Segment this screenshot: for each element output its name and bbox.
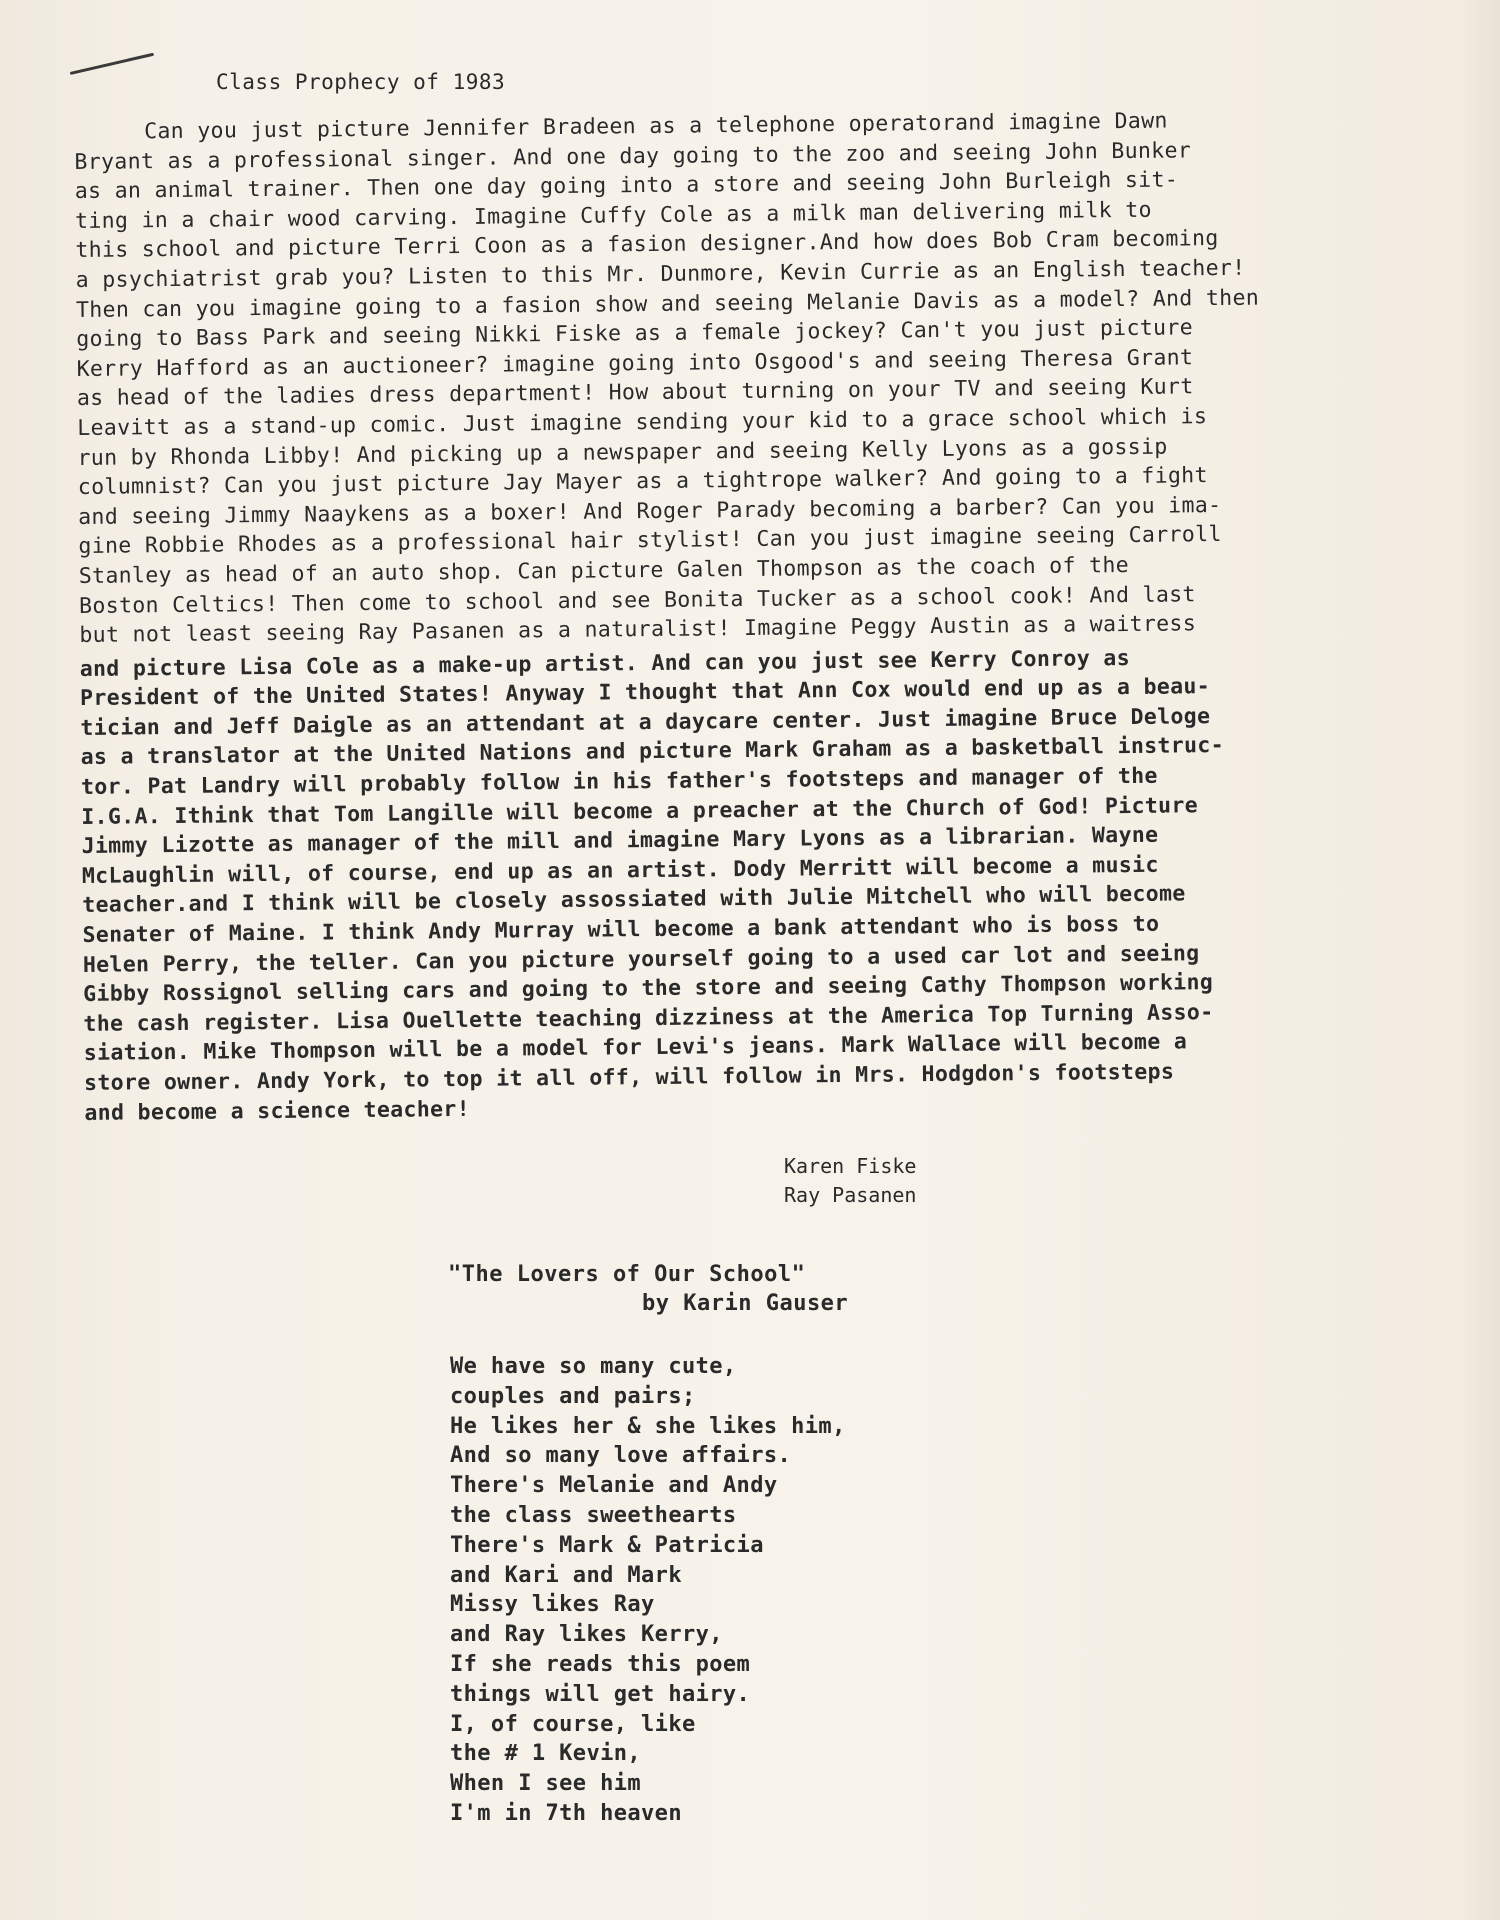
poem-line: If she reads this poem [450, 1651, 751, 1677]
prophecy-line: a psychiatrist grab you? Listen to this Mr. Dunmore, Kevin Currie as an English teacher! [75, 255, 1246, 293]
prophecy-line: Helen Perry, the teller. Can you picture yourself going to a used car lot and seeing [82, 940, 1200, 978]
prophecy-line: Kerry Hafford as an auctioneer? imagine going into Osgood's and seeing Theresa Grant [76, 345, 1194, 382]
prophecy-line: and picture Lisa Cole as a make-up artist. And can you just see Kerry Conroy as [79, 645, 1131, 682]
author-name: Karen Fiske [784, 1154, 917, 1178]
document-title: Class Prophecy of 1983 [216, 70, 506, 94]
prophecy-line: Jimmy Lizotte as manager of the mill and imagine Mary Lyons as a librarian. Wayne [81, 822, 1159, 860]
prophecy-line: this school and picture Terri Coon as a fasion designer.And how does Bob Cram becoming [75, 226, 1219, 264]
prophecy-line: Boston Celtics! Then come to school and see Bonita Tucker as a school cook! And last [78, 581, 1196, 619]
poem-line: And so many love affairs. [450, 1443, 792, 1469]
prophecy-line: but not least seeing Ray Pasanen as a naturalist! Imagine Peggy Austin as a waitress [79, 611, 1197, 649]
poem-byline: by Karin Gauser [642, 1291, 849, 1316]
poem-body [450, 1352, 1050, 1829]
poem-line: We have so many cute, [450, 1354, 737, 1379]
prophecy-line: Then can you imagine going to a fasion show and seeing Melanie Davis as a model? And then [75, 285, 1260, 323]
author-name: Ray Pasanen [784, 1183, 917, 1207]
prophecy-authors [784, 1152, 916, 1210]
poem-line: and Kari and Mark [450, 1562, 682, 1588]
poem-line: Missy likes Ray [450, 1592, 655, 1618]
prophecy-line: I.G.A. Ithink that Tom Langille will become a preacher at the Church of God! Picture [81, 792, 1199, 830]
prophecy-line: tor. Pat Landry will probably follow in his father's footsteps and manager of the [80, 763, 1158, 801]
prophecy-line: Gibby Rossignol selling cars and going to the store and seeing Cathy Thompson working [83, 970, 1214, 1008]
poem-line: the # 1 Kevin, [450, 1741, 642, 1767]
prophecy-line: columnist? Can you just picture Jay Mayer as a tightrope walker? And going to a fight [77, 463, 1208, 501]
prophecy-line: and become a science teacher! [84, 1096, 471, 1126]
prophecy-line: Stanley as head of an auto shop. Can picture Galen Thompson as the coach of the [78, 552, 1130, 589]
prophecy-line: as a translator at the United Nations and picture Mark Graham as a basketball instruc- [80, 733, 1225, 771]
prophecy-line: going to Bass Park and seeing Nikki Fiske as a female jockey? Can't you just picture [76, 315, 1194, 353]
prophecy-line: Senater of Maine. I think Andy Murray will become a bank attendant who is boss to [82, 911, 1160, 948]
poem-line: I'm in 7th heaven [450, 1800, 682, 1826]
poem-title: "The Lovers of Our School" [448, 1262, 806, 1287]
prophecy-line: McLaughlin will, of course, end up as an artist. Dody Merritt will become a music [81, 852, 1159, 889]
prophecy-line: Bryant as a professional singer. And one day going to the zoo and seeing John Bunker [74, 137, 1192, 175]
pen-mark [70, 53, 154, 75]
prophecy-line: Can you just picture Jennifer Bradeen as a telephone operatorand imagine Dawn [144, 108, 1168, 145]
prophecy-line: run by Rhonda Libby! And picking up a newspaper and seeing Kelly Lyons as a gossip [77, 434, 1168, 471]
poem-line: When I see him [450, 1771, 642, 1797]
prophecy-line: and seeing Jimmy Naaykens as a boxer! And Roger Parady becoming a barber? Can you ima- [78, 492, 1222, 530]
poem-line: the class sweethearts [450, 1502, 737, 1528]
poem-line: and Ray likes Kerry, [450, 1622, 723, 1648]
poem-line: He likes her & she likes him, [450, 1413, 846, 1439]
poem-line: couples and pairs; [450, 1383, 696, 1409]
prophecy-line: ting in a chair wood carving. Imagine Cuffy Cole as a milk man delivering milk to [74, 197, 1152, 234]
prophecy-line: teacher.and I think will be closely assossiated with Julie Mitchell who will become [82, 881, 1186, 919]
prophecy-line: siation. Mike Thompson will be a model for Levi's jeans. Mark Wallace will become a [83, 1029, 1188, 1067]
prophecy-line: Leavitt as a stand-up comic. Just imagine sending your kid to a grace school which is [77, 404, 1208, 441]
prophecy-line: as an animal trainer. Then one day going into a store and seeing John Burleigh sit- [74, 167, 1179, 205]
poem-line: I, of course, like [450, 1711, 696, 1737]
page-edge-shadow [1460, 0, 1500, 1920]
prophecy-line: tician and Jeff Daigle as an attendant at a daycare center. Just imagine Bruce Deloge [80, 704, 1211, 741]
poem-line: There's Melanie and Andy [450, 1473, 778, 1499]
prophecy-line: as head of the ladies dress department! How about turning on your TV and seeing Kurt [76, 374, 1194, 412]
prophecy-body [74, 104, 1415, 1128]
prophecy-line: store owner. Andy York, to top it all off, will follow in Mrs. Hodgdon's footsteps [83, 1059, 1175, 1096]
prophecy-line: gine Robbie Rhodes as a professional hair stylist! Can you just imagine seeing Carroll [78, 522, 1222, 560]
prophecy-line: the cash register. Lisa Ouellette teaching dizziness at the America Top Turning Asso- [83, 999, 1214, 1037]
poem-line: things will get hairy. [450, 1681, 751, 1707]
prophecy-line: President of the United States! Anyway I thought that Ann Cox would end up as a beau- [79, 674, 1211, 712]
poem-line: There's Mark & Patricia [450, 1532, 764, 1558]
